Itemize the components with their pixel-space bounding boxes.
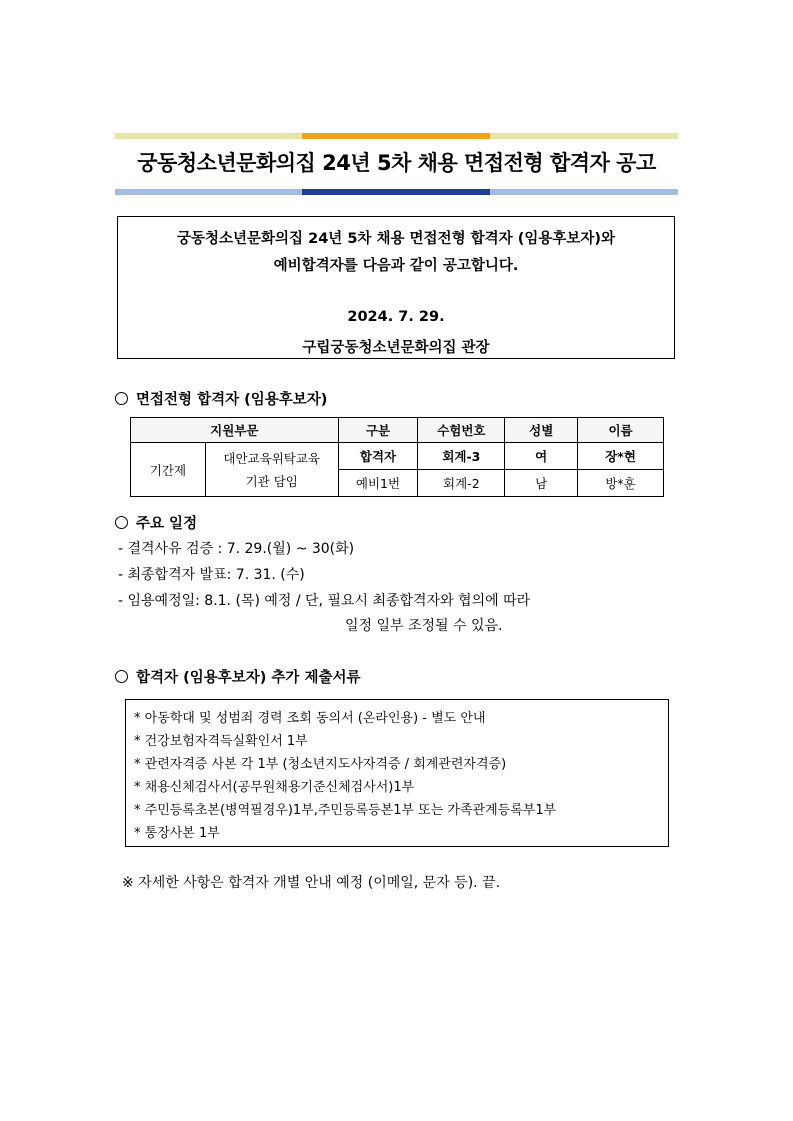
circle-bullet-icon bbox=[115, 516, 128, 529]
section-heading-results bbox=[115, 388, 327, 409]
bottom-bar-center bbox=[302, 189, 490, 195]
type-cell: 예비1번 bbox=[338, 470, 418, 497]
gender-cell: 여 bbox=[505, 443, 578, 470]
page-title: 궁동청소년문화의집 24년 5차 채용 면접전형 합격자 공고 bbox=[137, 151, 656, 175]
table-header-row bbox=[131, 418, 664, 443]
schedule-item: - 결격사유 검증 : 7. 29.(월) ~ 30(화) bbox=[118, 541, 355, 557]
department-line-2: 기관 담임 bbox=[245, 474, 298, 489]
table-header: 이름 bbox=[578, 418, 664, 443]
document-item: * 건강보험자격득실확인서 1부 bbox=[134, 734, 308, 749]
department-line-1: 대안교육위탁교육 bbox=[223, 451, 321, 466]
table-header: 성별 bbox=[505, 418, 578, 443]
section-heading-schedule bbox=[115, 512, 197, 533]
top-bar-left bbox=[115, 133, 302, 139]
title-top-bar bbox=[115, 133, 678, 139]
bottom-bar-right bbox=[490, 189, 678, 195]
name-cell: 방*훈 bbox=[578, 470, 664, 497]
type-cell: 합격자 bbox=[338, 443, 418, 470]
document-item: * 관련자격증 사본 각 1부 (청소년지도사자격증 / 회계관련자격증) bbox=[134, 757, 507, 772]
schedule-item: - 임용예정일: 8.1. (목) 예정 / 단, 필요시 최종합격자와 협의에 따라 bbox=[118, 593, 531, 609]
table-header: 지원부문 bbox=[131, 418, 339, 443]
top-bar-center bbox=[302, 133, 490, 139]
document-item: * 채용신체검사서(공무원채용기준신체검사서)1부 bbox=[134, 780, 415, 795]
document-item: * 통장사본 1부 bbox=[134, 826, 220, 841]
circle-bullet-icon bbox=[115, 392, 128, 405]
notice-date: 2024. 7. 29. bbox=[347, 309, 445, 325]
circle-bullet-icon bbox=[115, 670, 128, 683]
table-header: 수험번호 bbox=[418, 418, 505, 443]
document-item: * 주민등록초본(병역필경우)1부,주민등록등본1부 또는 가족관계등록부1부 bbox=[134, 803, 557, 818]
exam-no-cell: 회계-3 bbox=[418, 443, 505, 470]
exam-no-cell: 회계-2 bbox=[418, 470, 505, 497]
document-item: * 아동학대 및 성범죄 경력 조회 동의서 (온라인용) - 별도 안내 bbox=[134, 711, 486, 726]
bottom-bar-left bbox=[115, 189, 302, 195]
department-cell bbox=[205, 443, 338, 497]
documents-box bbox=[125, 699, 669, 847]
section-heading-documents-text: 합격자 (임용후보자) 추가 제출서류 bbox=[136, 670, 361, 686]
gender-cell: 남 bbox=[505, 470, 578, 497]
footer-note: ※ 자세한 사항은 합격자 개별 안내 예정 (이메일, 문자 등). 끝. bbox=[122, 875, 501, 891]
table-row bbox=[131, 443, 664, 470]
name-cell: 장*현 bbox=[578, 443, 664, 470]
top-bar-right bbox=[490, 133, 678, 139]
notice-line-2: 예비합격자를 다음과 같이 공고합니다. bbox=[273, 258, 519, 274]
notice-issuer: 구립궁동청소년문화의집 관장 bbox=[302, 340, 490, 356]
schedule-item-continuation: 일정 일부 조정될 수 있음. bbox=[345, 618, 503, 634]
results-table bbox=[130, 417, 664, 497]
section-heading-schedule-text: 주요 일정 bbox=[136, 516, 198, 532]
section-heading-documents bbox=[115, 666, 361, 687]
category-cell: 기간제 bbox=[131, 443, 206, 497]
notice-line-1: 궁동청소년문화의집 24년 5차 채용 면접전형 합격자 (임용후보자)와 bbox=[177, 231, 615, 247]
section-heading-results-text: 면접전형 합격자 (임용후보자) bbox=[136, 392, 328, 408]
table-header: 구분 bbox=[338, 418, 418, 443]
schedule-item: - 최종합격자 발표: 7. 31. (수) bbox=[118, 567, 305, 583]
title-bottom-bar bbox=[115, 189, 678, 195]
notice-box bbox=[117, 216, 675, 359]
